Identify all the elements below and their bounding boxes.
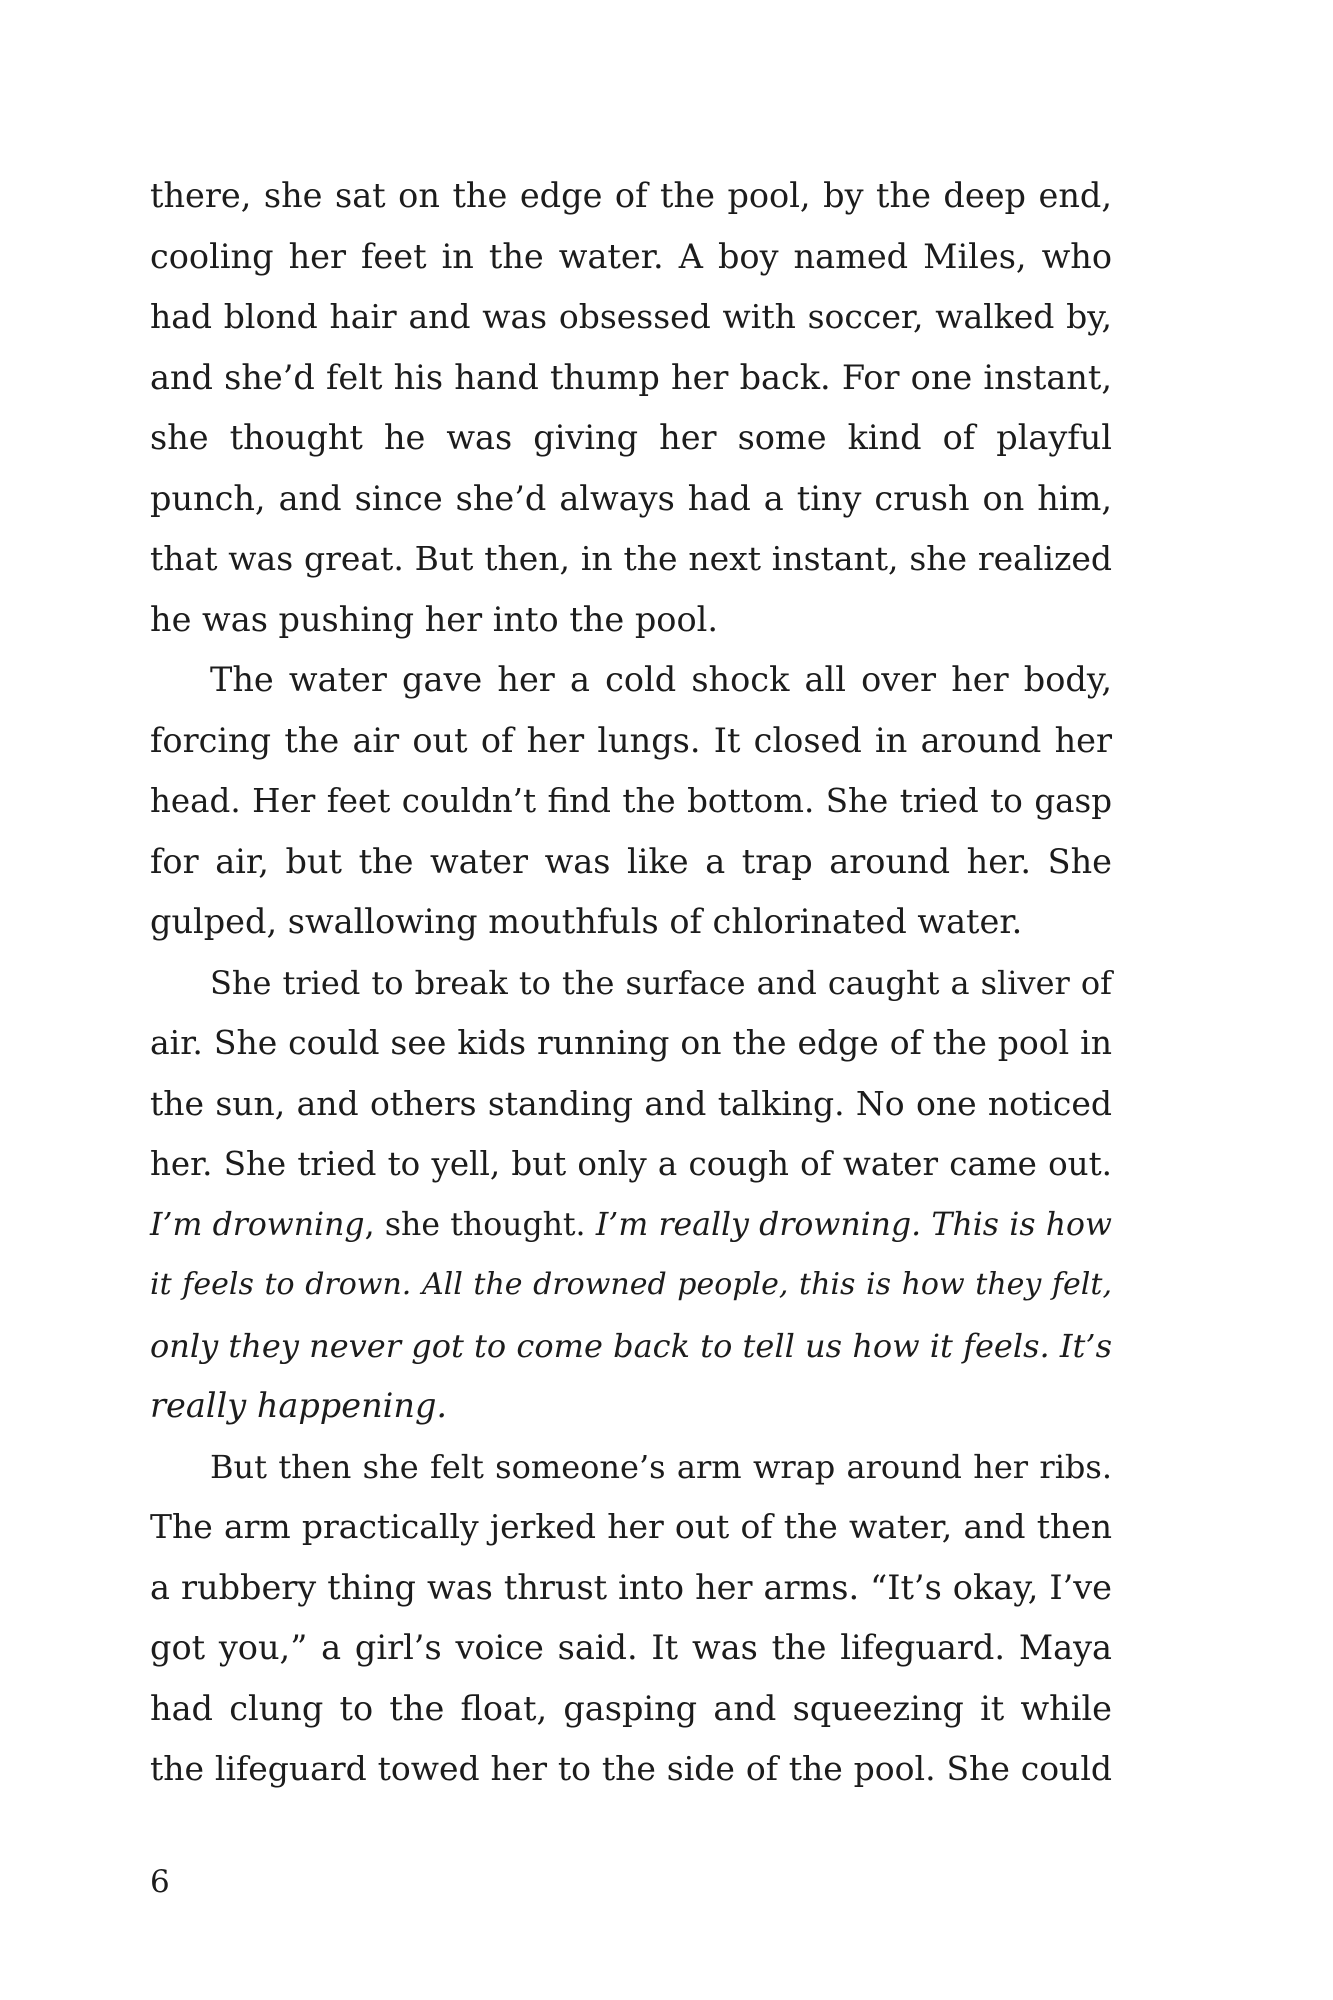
text-line: and she’d felt his hand thump her back. For one instant,	[150, 357, 1112, 397]
paragraph	[150, 953, 1112, 1437]
text-line: The water gave her a cold shock all over her body,	[210, 660, 1112, 699]
text-line: head. Her feet couldn’t find the bottom. She tried to gasp	[150, 782, 1112, 820]
text-line: She tried to break to the surface and caught a sliver of	[210, 963, 1112, 1002]
text-line: that was great. But then, in the next instant, she realized	[150, 539, 1112, 578]
text-line-mixed	[150, 1195, 1112, 1256]
text-line: a rubbery thing was thrust into her arms. “It’s okay, I’ve	[150, 1567, 1112, 1607]
body-text	[150, 166, 1112, 1800]
text-line: got you,” a girl’s voice said. It was the lifeguard. Maya	[150, 1628, 1112, 1667]
text-line: forcing the air out of her lungs. It closed in around her	[150, 720, 1112, 760]
text-line: the lifeguard towed her to the side of the pool. She could	[150, 1749, 1112, 1788]
italic-line: it feels to drown. All the drowned people, this is how they felt,	[150, 1267, 1112, 1302]
text-line: had blond hair and was obsessed with soccer, walked by,	[150, 297, 1112, 336]
text-line: there, she sat on the edge of the pool, by the deep end,	[150, 176, 1112, 215]
text-line: punch, and since she’d always had a tiny crush on him,	[150, 478, 1112, 518]
text-line: air. She could see kids running on the edge of the pool in	[150, 1023, 1112, 1062]
paragraph	[150, 1437, 1112, 1800]
text-line: had clung to the float, gasping and squeezing it while	[150, 1688, 1112, 1728]
paragraph	[150, 650, 1112, 953]
text-line: for air, but the water was like a trap around her. She	[150, 841, 1112, 881]
text-line: But then she felt someone’s arm wrap around her ribs.	[210, 1447, 1112, 1486]
roman-text: , she thought.	[364, 1206, 596, 1243]
italic-line: only they never got to come back to tell us how it feels. It’s	[150, 1326, 1112, 1365]
italic-line: really happening.	[150, 1386, 448, 1425]
italic-text: I’m drowning	[150, 1206, 365, 1243]
italic-text: I’m really drowning. This is how	[595, 1206, 1112, 1243]
text-line: the sun, and others standing and talking. No one noticed	[150, 1083, 1112, 1123]
text-line: gulped, swallowing mouthfuls of chlorinated water.	[150, 902, 1023, 941]
text-line: her. She tried to yell, but only a cough of water came out.	[150, 1145, 1112, 1183]
text-line: The arm practically jerked her out of the water, and then	[150, 1507, 1112, 1546]
text-line: she thought he was giving her some kind of playful	[150, 418, 1112, 457]
text-line: he was pushing her into the pool.	[150, 599, 718, 639]
text-line: cooling her feet in the water. A boy named Miles, who	[150, 236, 1112, 276]
paragraph	[150, 166, 1112, 650]
page-number: 6	[150, 1864, 170, 1900]
